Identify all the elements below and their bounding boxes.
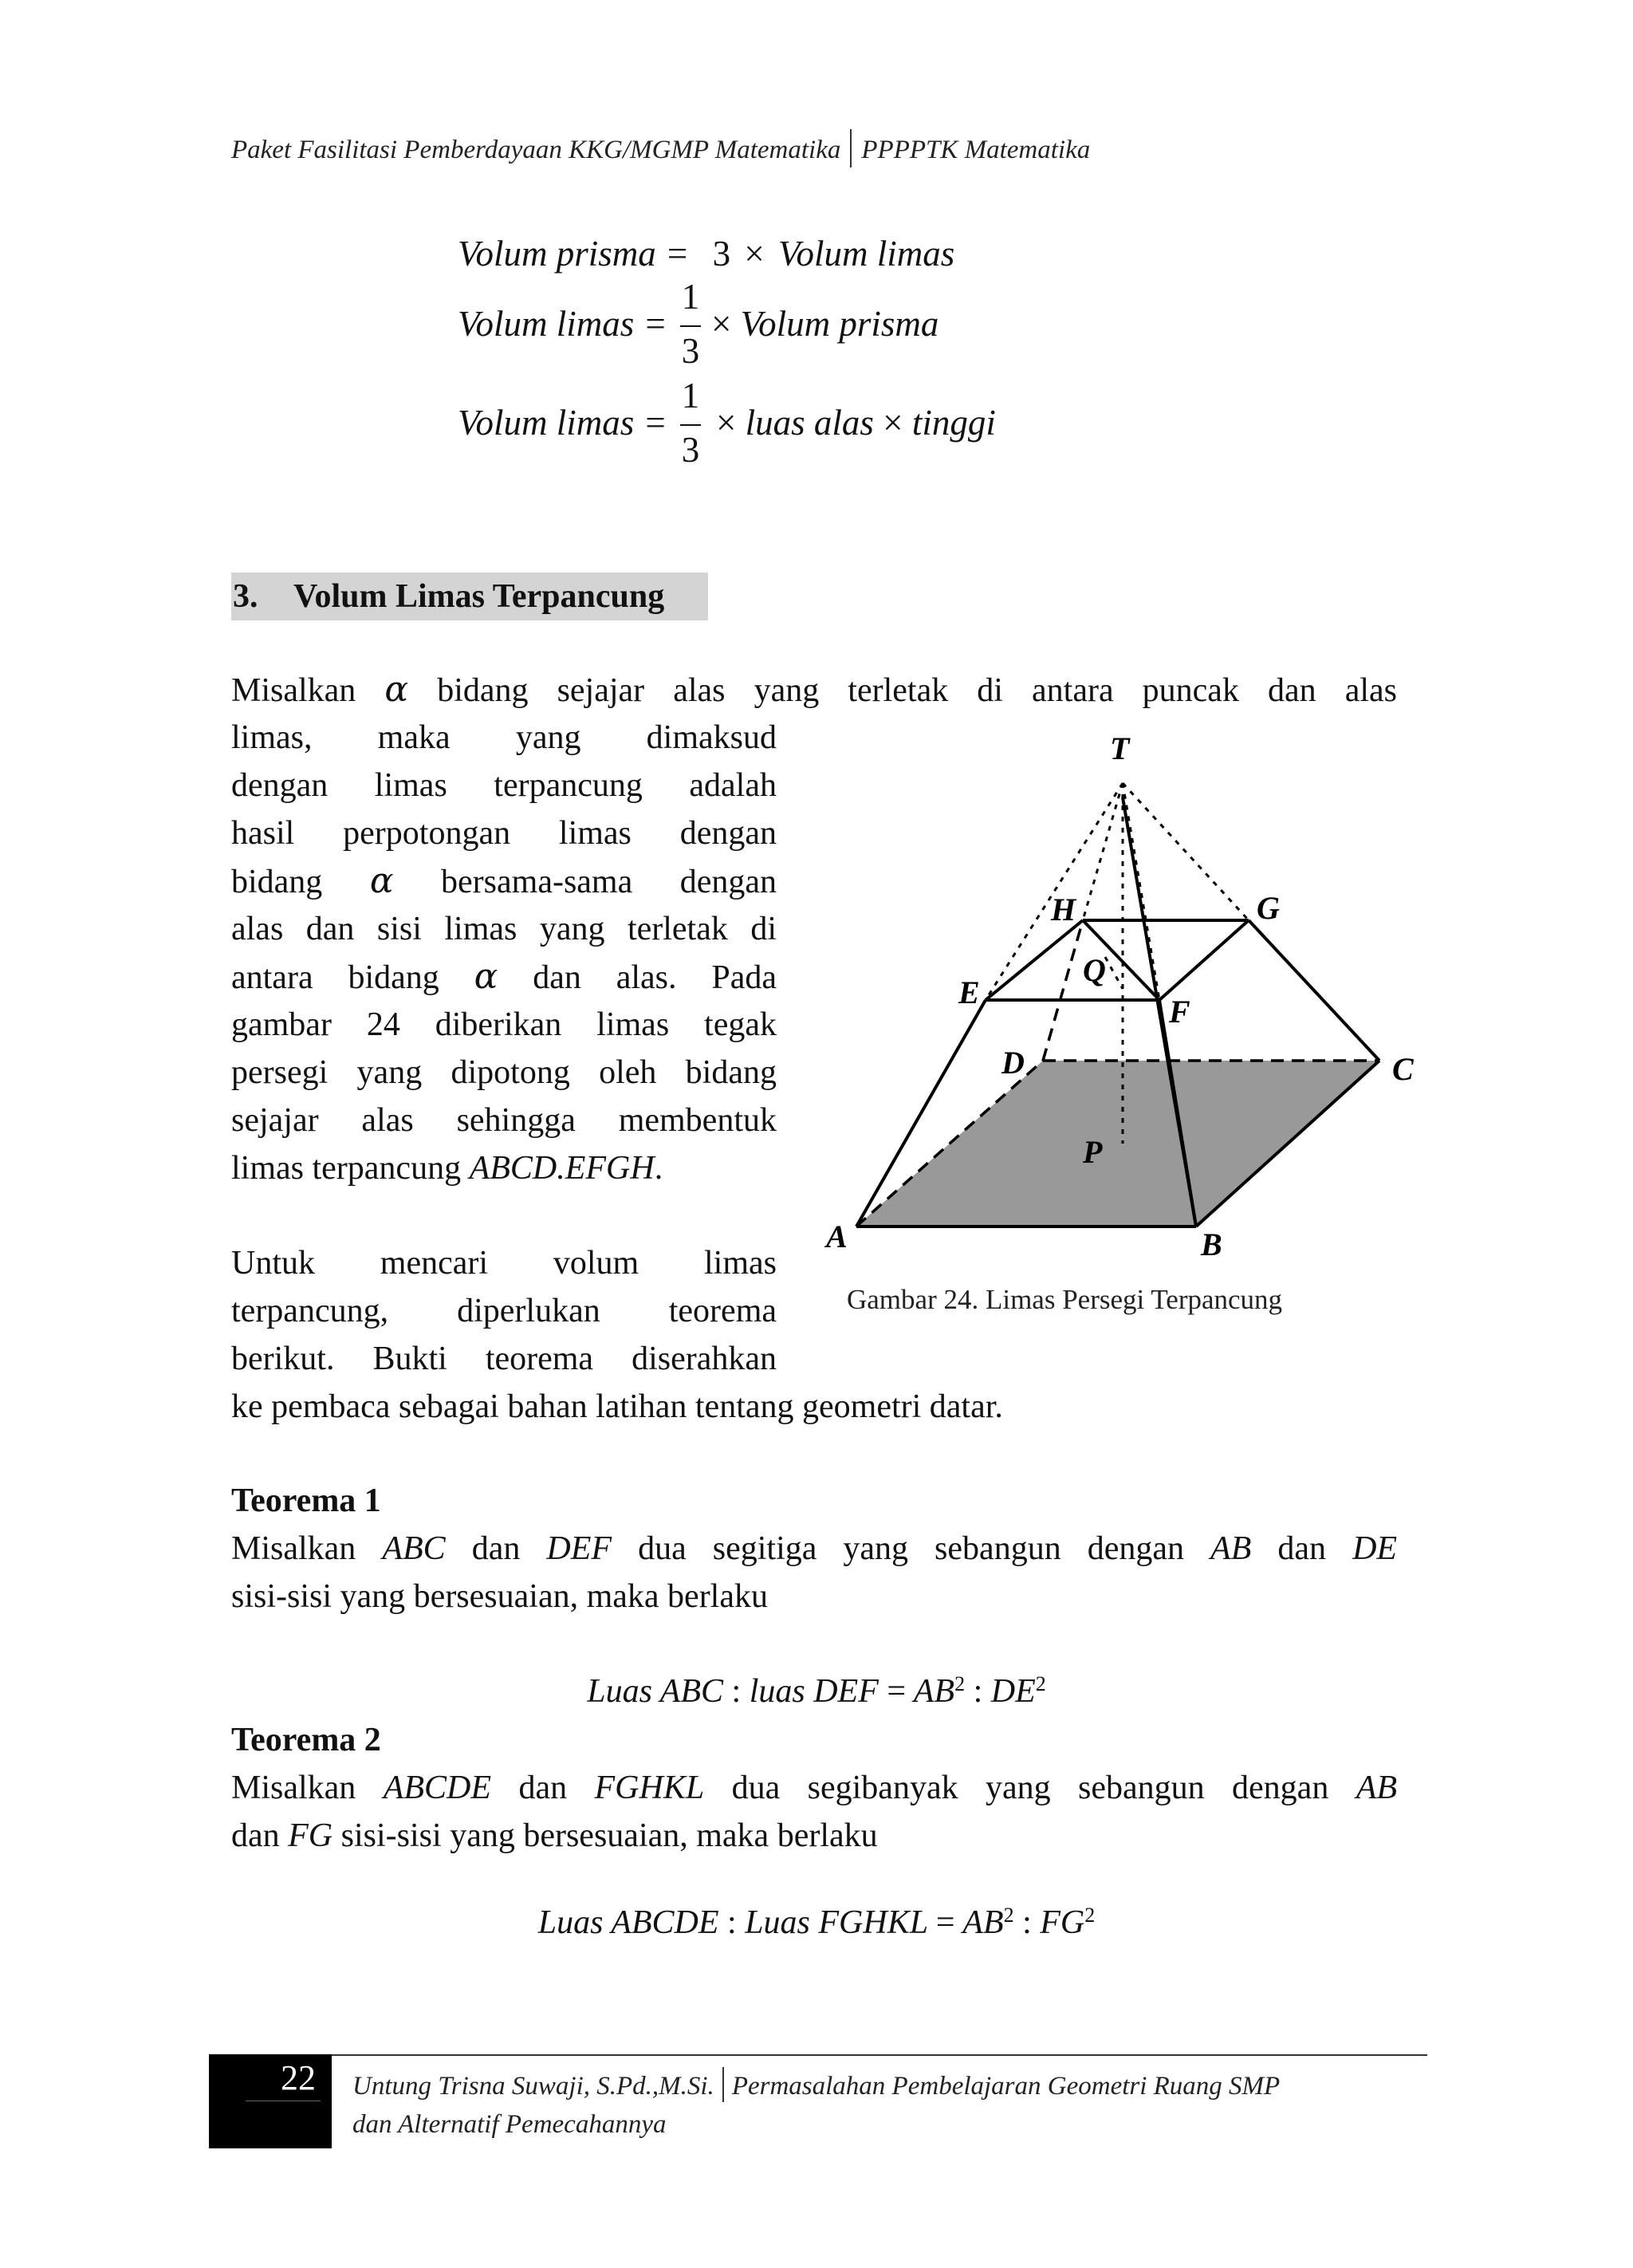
theorem-2-statement: Misalkan ABCDE dan FGHKL dua segibanyak yang sebangun dengan AB dan FG sisi-sisi yang bersesuaian, maka berlaku [231,1770,1398,1854]
edge-he [986,920,1083,1000]
footer-separator [722,2067,724,2102]
edge-fg [1159,920,1249,1000]
footer-rule [209,2054,1427,2056]
label-p: P [1083,1134,1103,1170]
footer-author: Untung Trisna Suwaji, S.Pd.,M.Si. [352,2072,714,2101]
footer-text [352,2067,1280,2144]
edge-dh-hidden [1043,920,1083,1061]
page-number: 22 [281,2058,316,2097]
theorem-2-title: Teorema 2 [231,1722,381,1758]
equation-pyramid-volume-1-rhs: × Volum prisma [711,304,939,344]
label-h: H [1051,892,1076,927]
theorem-1-title: Teorema 1 [231,1482,381,1519]
footer-title-line1: Permasalahan Pembelajaran Geometri Ruang SMP [731,2072,1281,2101]
figure-caption: Gambar 24. Limas Persegi Terpancung [847,1284,1283,1315]
apex-line-th [1083,783,1123,920]
label-t: T [1110,730,1130,766]
theorem-1-formula: Luas ABC : luas DEF = $AB^2$ : $DE^2$ [587,1672,1046,1710]
label-b: B [1201,1227,1222,1262]
label-q: Q [1083,952,1106,988]
edge-cg [1249,920,1379,1061]
equation-prism-volume: Volum prisma = 3 × Volum limas [458,234,955,274]
equation-pyramid-volume-2: Volum limas = [458,403,667,443]
section-heading [231,573,708,620]
equation-pyramid-volume-1: Volum limas = [458,304,667,344]
theorem-intro-paragraph: Untuk mencari volum limas terpancung, diperlukan teorema berikut. Bukti teorema diserahkan ke pembaca sebagai bahan latihan tentang geometri datar. [231,1245,1003,1425]
footer-title-line2: dan Alternatif Pemecahannya [352,2110,667,2139]
intro-first-line: Misalkan α bidang sejajar alas yang terletak di antara puncak dan alas [231,669,1398,710]
label-g: G [1257,890,1280,926]
section-number: 3. [233,578,258,615]
apex-line-tq [1105,957,1123,989]
section-title: Volum Limas Terpancung [293,578,665,615]
label-d: D [1001,1045,1025,1081]
label-e: E [958,975,980,1010]
theorem-1-statement: Misalkan ABC dan DEF dua segitiga yang sebangun dengan AB dan DE sisi-sisi yang bersesuaian, maka berlaku [231,1530,1398,1615]
base-face [856,1061,1379,1227]
label-c: C [1392,1051,1414,1087]
frustum-name: ABCD.EFGH [469,1150,655,1187]
page-number-box [209,2054,332,2148]
intro-paragraph: limas, maka yang dimaksud dengan limas terpancung adalah hasil perpotongan limas dengan bidang α bersama-sama dengan alas dan sisi limas yang terletak di antara bidang α dan alas. Pada gambar 24 diberikan limas tegak persegi yang dipotong oleh bidang sejajar alas sehingga membentuk limas terpancung ABCD.EFGH. [231,719,777,1187]
equation-pyramid-volume-2-rhs: × luas alas × tinggi [716,403,996,443]
header-left: Paket Fasilitasi Pemberdayaan KKG/MGMP Matematika [231,136,841,164]
label-f: F [1169,994,1190,1030]
header-right: PPPPTK Matematika [861,136,1091,164]
running-header [231,129,1090,167]
theorem-2-formula: Luas ABCDE : Luas FGHKL = $AB^2$ : $FG^2$ [537,1904,1096,1941]
alpha-symbol: α [384,669,409,710]
header-separator [850,129,852,167]
label-a: A [826,1219,848,1254]
frustum-figure [821,718,1459,1276]
